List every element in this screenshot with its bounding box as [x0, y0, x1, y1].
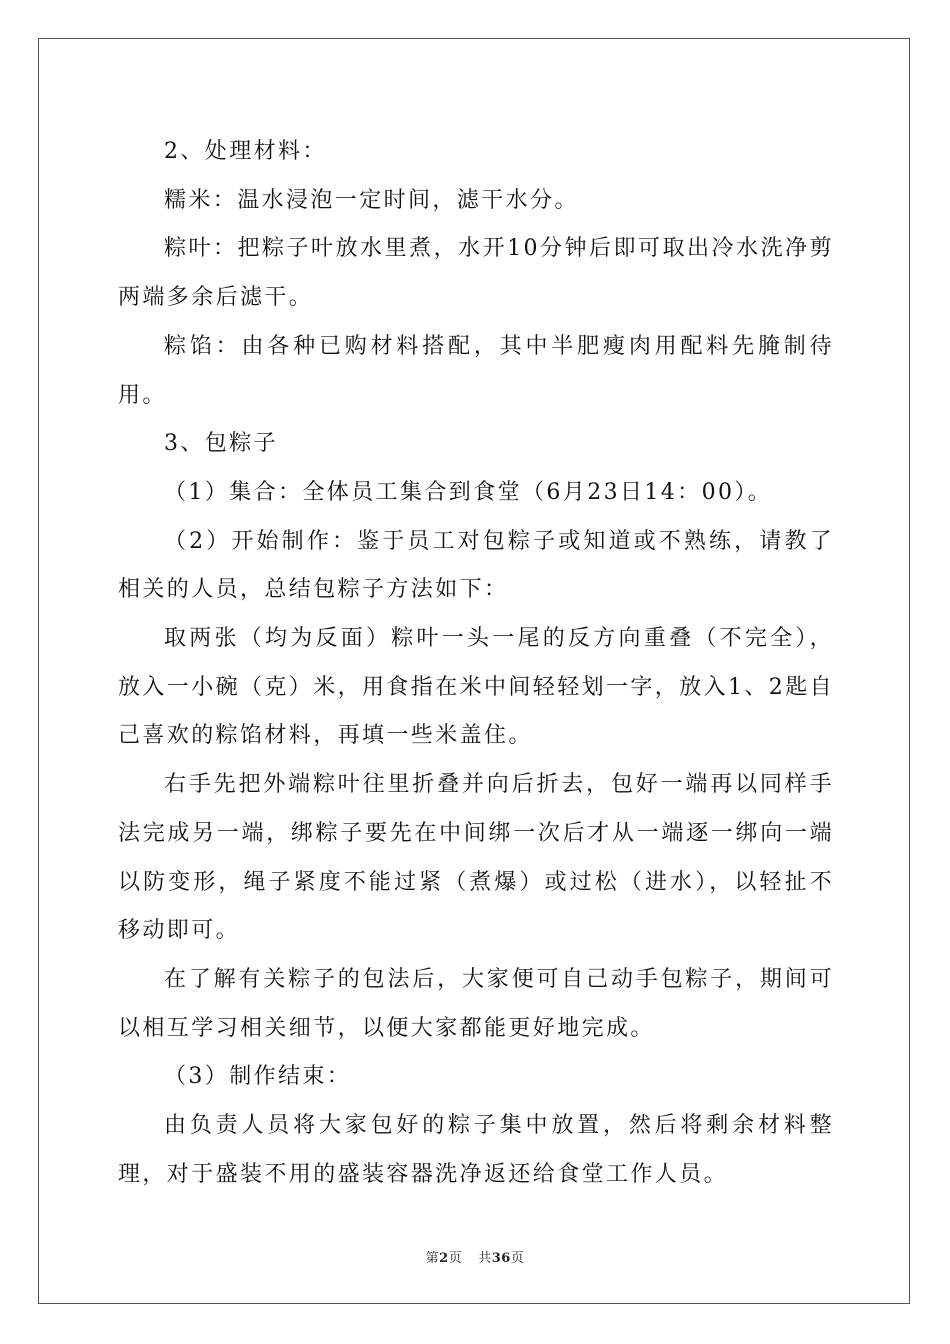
paragraph-glutinous-rice: 糯米：温水浸泡一定时间，滤干水分。 [164, 187, 579, 213]
paragraph-method-folding: 右手先把外端粽叶往里折叠并向后折去，包好一端再以同样手法完成另一端，绑粽子要先在中间绑一次后才从一端逐一绑向一端以防变形，绳子紧度不能过紧（煮爆）或过松（进水），以轻扯不移动即可。 [118, 772, 834, 944]
paragraph-zongzi-leaves: 粽叶：把粽子叶放水里煮，水开10分钟后即可取出冷水洗净剪两端多余后滤干。 [118, 236, 834, 311]
total-prefix: 共 [478, 1251, 492, 1266]
section-heading-wrap-zongzi: 3、包粽子 [164, 431, 278, 457]
paragraph-learn-together: 在了解有关粽子的包法后，大家便可自己动手包粽子，期间可以相互学习相关细节，以便大家都能更好地完成。 [118, 966, 834, 1041]
document-body [118, 128, 834, 1199]
paragraph-cleanup: 由负责人员将大家包好的粽子集中放置，然后将剩余材料整理，对于盛装不用的盛装容器洗净返还给食堂工作人员。 [118, 1113, 834, 1187]
paragraph-step-gather: （1）集合：全体员工集合到食堂（6月23日14：00）。 [164, 479, 773, 505]
page-prefix: 第 [425, 1251, 440, 1266]
page-number: 2 [439, 1251, 449, 1266]
page-suffix: 页 [448, 1251, 463, 1266]
paragraph-method-leaves: 取两张（均为反面）粽叶一头一尾的反方向重叠（不完全），放入一小碗（克）米，用食指在米中间轻轻划一字，放入1、2匙自己喜欢的粽馅材料，再填一些米盖住。 [118, 626, 834, 749]
section-heading-process-materials: 2、处理材料： [164, 139, 327, 164]
paragraph-step-start: （2）开始制作：鉴于员工对包粽子或知道或不熟练，请教了相关的人员，总结包粽子方法如下： [118, 528, 834, 603]
paragraph-zongzi-filling: 粽馅：由各种已购材料搭配，其中半肥瘦肉用配料先腌制待用。 [118, 333, 834, 408]
paragraph-step-finish: （3）制作结束： [164, 1064, 352, 1090]
total-pages: 36 [491, 1251, 511, 1266]
total-suffix: 页 [510, 1251, 525, 1266]
page-footer [0, 1247, 950, 1266]
